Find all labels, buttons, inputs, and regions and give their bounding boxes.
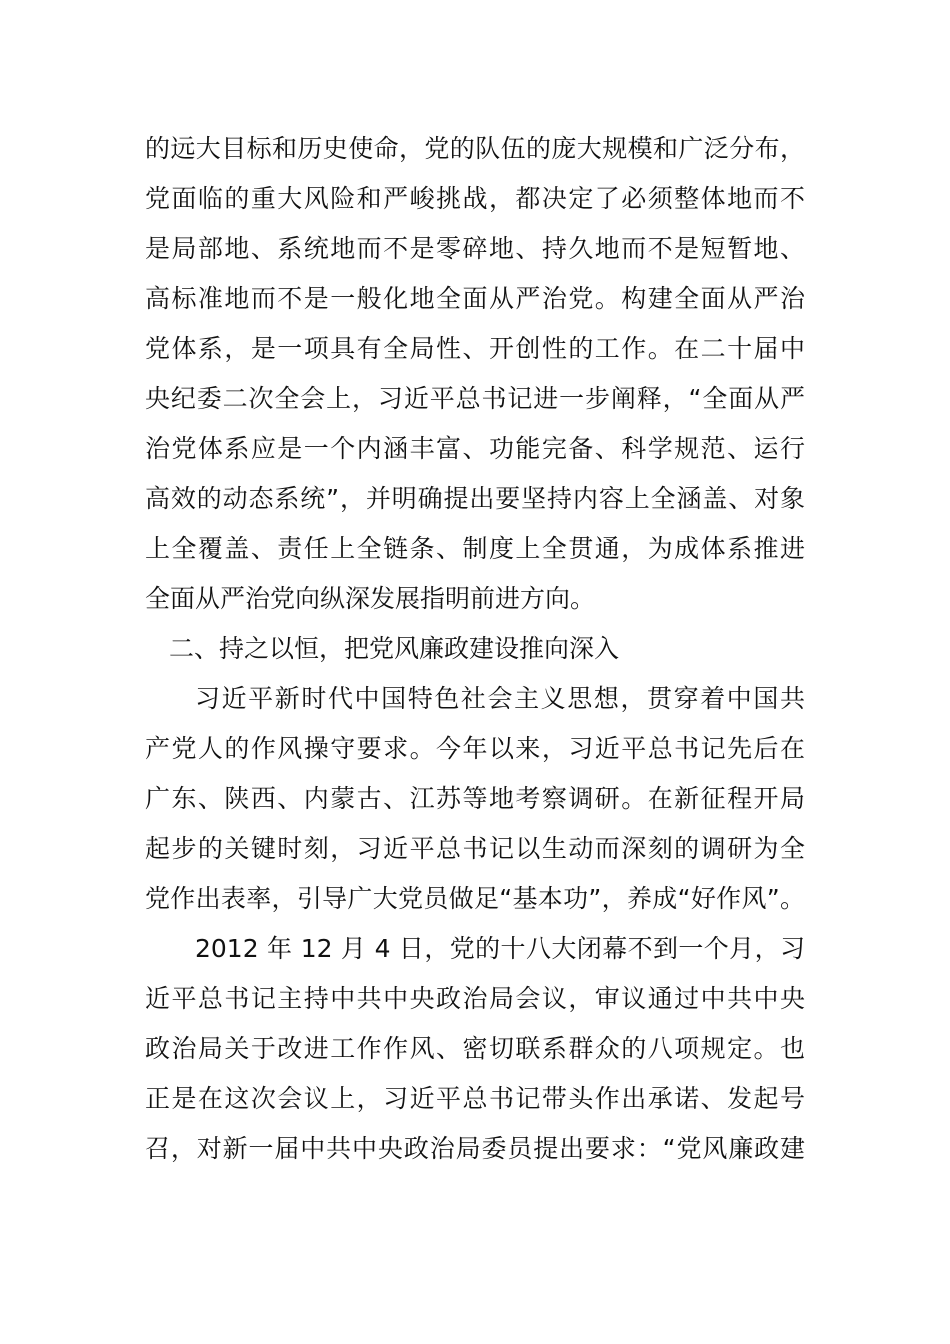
text-line: 产党人的作风操守要求。今年以来，习近平总书记先后在 xyxy=(145,734,805,763)
text-line: 是局部地、系统地而不是零碎地、持久地而不是短暂地、 xyxy=(145,234,805,263)
text-line: 政治局关于改进工作作风、密切联系群众的八项规定。也 xyxy=(145,1034,805,1063)
text-line: 召，对新一届中共中央政治局委员提出要求：“党风廉政建 xyxy=(145,1134,805,1163)
text-line: 近平总书记主持中共中央政治局会议，审议通过中共中央 xyxy=(145,984,805,1013)
text-line: 高效的动态系统”，并明确提出要坚持内容上全涵盖、对象 xyxy=(145,484,805,513)
text-line: 治党体系应是一个内涵丰富、功能完备、科学规范、运行 xyxy=(145,434,805,463)
paragraph-3 xyxy=(145,924,805,1174)
text-line: 党体系，是一项具有全局性、开创性的工作。在二十届中 xyxy=(145,334,805,363)
text-line: 正是在这次会议上，习近平总书记带头作出承诺、发起号 xyxy=(145,1084,805,1113)
text-line: 央纪委二次全会上，习近平总书记进一步阐释，“全面从严 xyxy=(145,384,805,413)
text-line: 党面临的重大风险和严峻挑战，都决定了必须整体地而不 xyxy=(145,184,805,213)
text-line: 习近平新时代中国特色社会主义思想，贯穿着中国共 xyxy=(195,684,805,713)
paragraph-1 xyxy=(145,124,805,624)
text-line: 的远大目标和历史使命，党的队伍的庞大规模和广泛分布， xyxy=(145,134,805,163)
paragraph-2 xyxy=(145,674,805,924)
text-line: 高标准地而不是一般化地全面从严治党。构建全面从严治 xyxy=(145,284,805,313)
text-line: 广东、陕西、内蒙古、江苏等地考察调研。在新征程开局 xyxy=(145,784,805,813)
text-line: 党作出表率，引导广大党员做足“基本功”，养成“好作风”。 xyxy=(145,884,805,913)
body-text xyxy=(145,124,805,1174)
text-line: 2012 年 12 月 4 日，党的十八大闭幕不到一个月，习 xyxy=(195,934,805,963)
text-line: 起步的关键时刻，习近平总书记以生动而深刻的调研为全 xyxy=(145,834,805,863)
text-line: 全面从严治党向纵深发展指明前进方向。 xyxy=(145,584,596,613)
section-heading: 二、持之以恒，把党风廉政建设推向深入 xyxy=(169,634,620,663)
text-line: 上全覆盖、责任上全链条、制度上全贯通，为成体系推进 xyxy=(145,534,805,563)
